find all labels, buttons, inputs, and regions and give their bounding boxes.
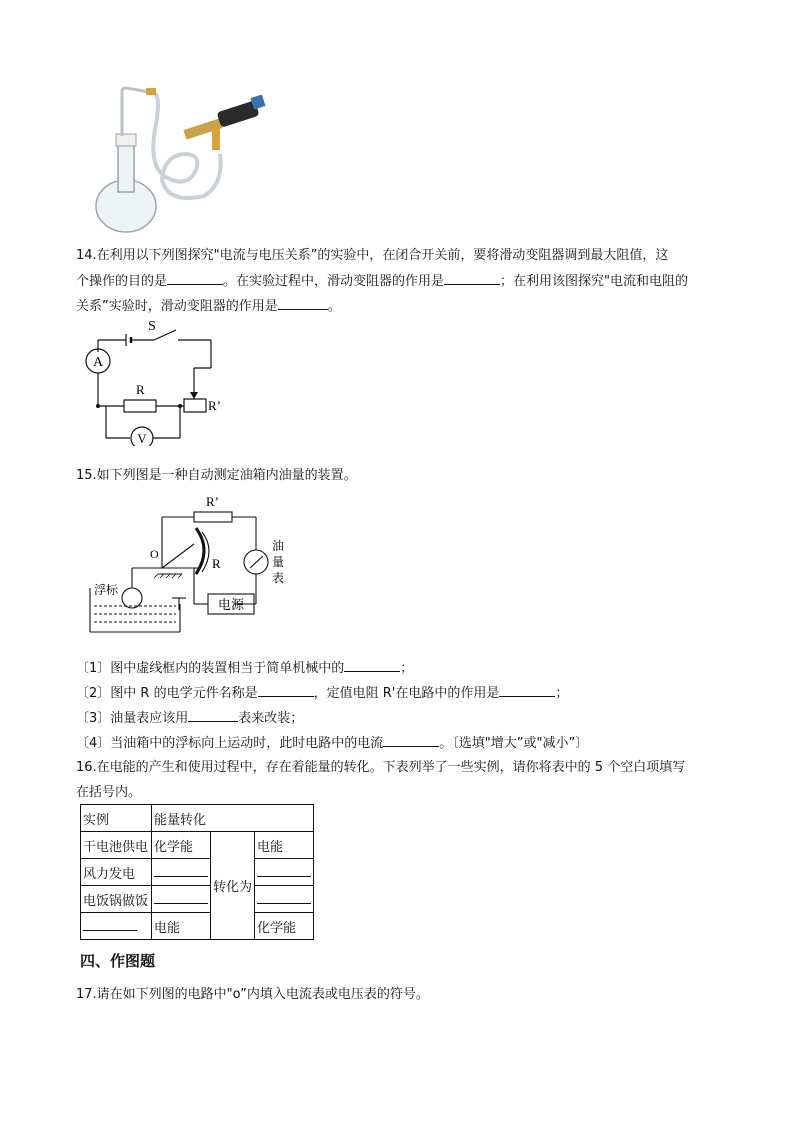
- meter-label-1: 油: [272, 539, 285, 553]
- q15-text: ；: [400, 661, 414, 676]
- q15-oil-gauge-diagram: [88, 488, 298, 638]
- answer-blank[interactable]: [154, 864, 208, 877]
- from-cell: 化学能: [152, 832, 211, 859]
- to-cell[interactable]: [255, 886, 314, 913]
- q15-part1: [76, 658, 413, 679]
- table-row: [81, 913, 314, 940]
- q14-line3: [76, 296, 341, 317]
- from-cell[interactable]: [152, 859, 211, 886]
- table-header-row: [81, 805, 314, 832]
- rprime-label: R’: [206, 494, 219, 509]
- answer-blank[interactable]: [83, 918, 137, 931]
- q14-text: 关系”实验时，滑动变阻器的作用是: [76, 299, 278, 314]
- to-cell: 电能: [255, 832, 314, 859]
- q15-text: ，定值电阻 R'在电路中的作用是: [313, 686, 500, 701]
- answer-blank[interactable]: [188, 708, 238, 722]
- table-row: [81, 832, 314, 859]
- section-heading: 四、作图题: [80, 952, 156, 970]
- q15-part2: [76, 683, 568, 704]
- resistor-label: R: [136, 382, 145, 397]
- q15-text: ；: [555, 686, 569, 701]
- energy-conversion-table: [80, 804, 314, 940]
- middle-cell: 转化为: [211, 832, 255, 940]
- meter-label-2: 量: [272, 555, 285, 569]
- q14-text: 。在实验过程中，滑动变阻器的作用是: [223, 274, 445, 289]
- answer-blank[interactable]: [344, 658, 400, 672]
- q14-text: 。: [327, 299, 341, 314]
- example-cell[interactable]: [81, 913, 152, 940]
- q14-line2: [76, 271, 688, 292]
- header-example: 实例: [81, 805, 152, 832]
- meter-label-3: 表: [272, 571, 285, 585]
- to-cell: 化学能: [255, 913, 314, 940]
- switch-label: S: [148, 319, 156, 334]
- q14-line1: 14.在利用以下列图探究"电流与电压关系”的实验中，在闭合开关前，要将滑动变阻器调到最大阻值，这: [76, 248, 669, 263]
- pivot-label: O: [150, 547, 159, 561]
- q17-stem: 17.请在如下列图的电路中"o”内填入电流表或电压表的符号。: [76, 987, 429, 1002]
- q14-text: ；在利用该图探究"电流和电阻的: [500, 274, 689, 289]
- q16-line2: 在括号内。: [76, 785, 142, 800]
- q15-text: 〔2〕图中 R 的电学元件名称是: [76, 686, 258, 701]
- q15-text: 表来改装；: [238, 711, 304, 726]
- answer-blank[interactable]: [383, 733, 439, 747]
- table-row: [81, 886, 314, 913]
- q15-part4: [76, 733, 588, 754]
- header-conversion: 能量转化: [152, 805, 314, 832]
- answer-blank[interactable]: [257, 864, 311, 877]
- example-cell: 干电池供电: [81, 832, 152, 859]
- power-label: 电源: [217, 598, 245, 613]
- rheostat-label: R’: [208, 398, 221, 413]
- q16-line1: 16.在电能的产生和使用过程中，存在着能量的转化。下表列举了一些实例，请你将表中的 5 个空白项填写: [76, 760, 686, 775]
- q15-text: 〔4〕当油箱中的浮标向上运动时，此时电路中的电流: [76, 736, 384, 751]
- answer-blank[interactable]: [258, 683, 314, 697]
- q15-text: 〔1〕图中虚线框内的装置相当于简单机械中的: [76, 661, 345, 676]
- from-cell[interactable]: [152, 886, 211, 913]
- answer-blank[interactable]: [499, 683, 555, 697]
- flask-torch-photo: [84, 84, 266, 234]
- answer-blank[interactable]: [257, 891, 311, 904]
- from-cell: 电能: [152, 913, 211, 940]
- answer-blank[interactable]: [154, 891, 208, 904]
- voltmeter-label: V: [137, 431, 147, 446]
- example-cell: 电饭锅做饭: [81, 886, 152, 913]
- q15-text: 。〔选填"增大”或"减小”〕: [439, 736, 589, 751]
- to-cell[interactable]: [255, 859, 314, 886]
- q15-text: 〔3〕油量表应该用: [76, 711, 189, 726]
- q14-circuit-diagram: [76, 316, 226, 446]
- r-label: R: [212, 556, 221, 571]
- q15-stem: 15.如下列图是一种自动测定油箱内油量的装置。: [76, 468, 357, 483]
- table-row: [81, 859, 314, 886]
- answer-blank[interactable]: [167, 271, 223, 285]
- example-cell: 风力发电: [81, 859, 152, 886]
- float-label: 浮标: [94, 583, 119, 597]
- ammeter-label: A: [92, 355, 104, 370]
- answer-blank[interactable]: [278, 296, 328, 310]
- q15-part3: [76, 708, 303, 729]
- q14-text: 个操作的目的是: [76, 274, 168, 289]
- answer-blank[interactable]: [444, 271, 500, 285]
